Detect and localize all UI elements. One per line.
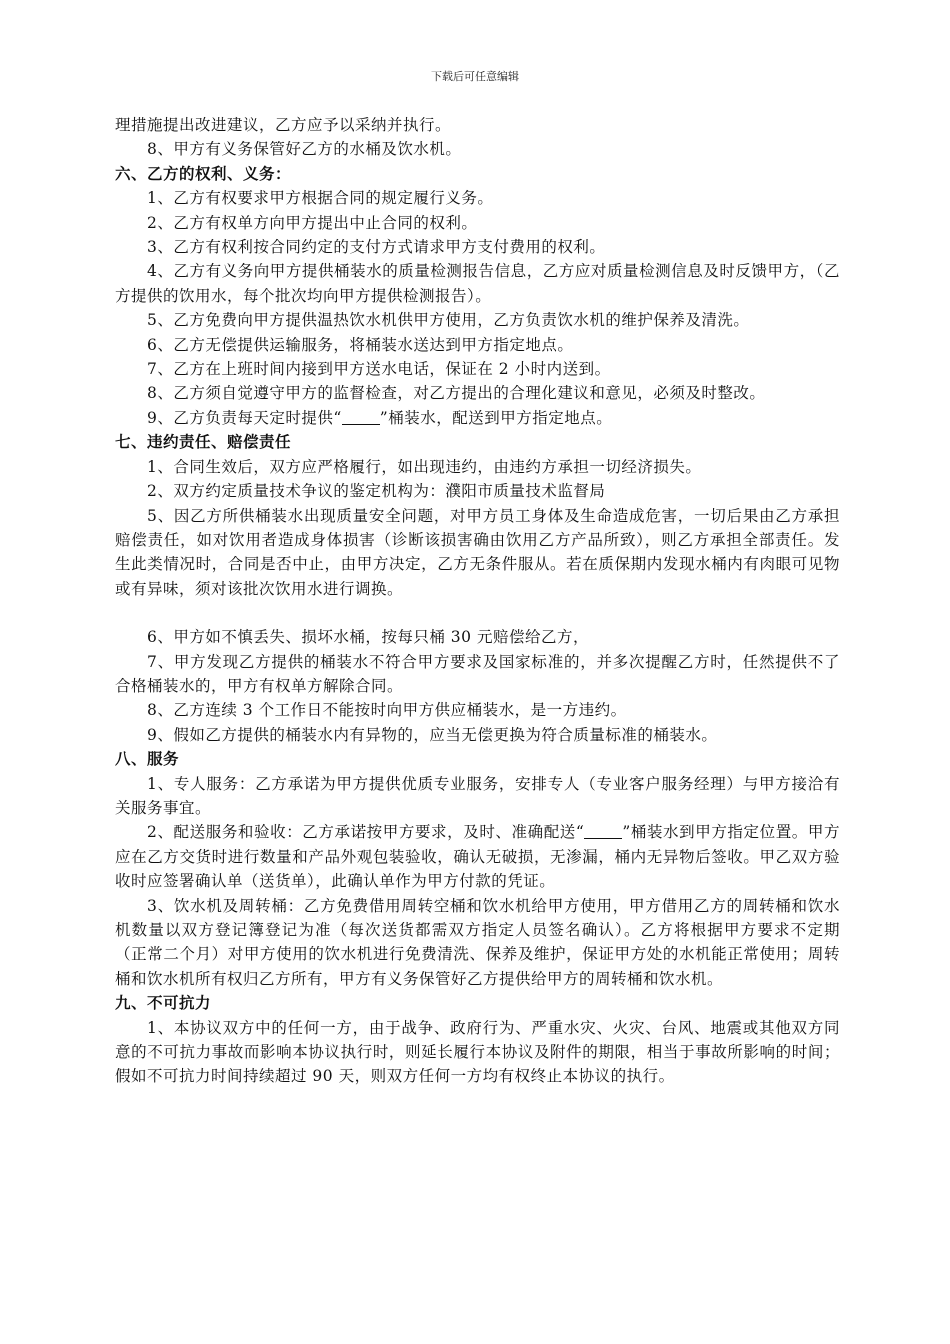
clause-item: 6、乙方无偿提供运输服务，将桶装水送达到甲方指定地点。 [147,335,574,354]
section-heading: 六、乙方的权利、义务： [115,163,292,183]
clause-item: 3、乙方有权利按合同约定的支付方式请求甲方支付费用的权利。 [147,238,606,257]
clause-item: 6、甲方如不慎丢失、损坏水桶，按每只桶 30 元赔偿给乙方， [147,628,589,647]
document-body [115,113,840,1089]
clause-item: 2、双方约定质量技术争议的鉴定机构为：濮阳市质量技术监督局 [147,482,606,501]
clause-item: 1、本协议双方中的任何一方，由于战争、政府行为、严重水灾、火灾、台风、地震或其他双方同意的不可抗力事故而影响本协议执行时，则延长履行本协议及附件的期限，相当于事故所影响的时间；假如不可抗力时间持续超过 90 天，则双方任何一方均有权终止本协议的执行。 [115,1018,840,1086]
clause-text: 9、乙方负责每天定时提供“ [147,408,342,427]
section-heading: 九、不可抗力 [115,993,212,1013]
clause-text: ”桶装水，配送到甲方指定地点。 [379,408,613,427]
clause-text: ”桶装水到甲方指定位置。甲方应在乙方交货时进行数量和产品外观包装验收，确认无破损，无渗漏，桶内无异物后签收。甲乙双方验收时应签署确认单（送货单），此确认单作为甲方付款的凭证。 [115,823,840,891]
fill-in-blank[interactable] [584,824,622,839]
clause-item: 5、乙方免费向甲方提供温热饮水机供甲方使用，乙方负责饮水机的维护保养及清洗。 [147,311,750,330]
fill-in-blank[interactable] [342,410,380,425]
clause-text: 2、配送服务和验收：乙方承诺按甲方要求，及时、准确配送“ [147,823,585,842]
clause-item: 8、甲方有义务保管好乙方的水桶及饮水机。 [147,140,462,159]
clause-item [115,820,840,893]
clause-item: 9、假如乙方提供的桶装水内有异物的，应当无偿更换为符合质量标准的桶装水。 [147,725,718,744]
clause-item [115,406,840,430]
section-heading: 八、服务 [115,749,180,769]
clause-item: 3、饮水机及周转桶：乙方免费借用周转空桶和饮水机给甲方使用，甲方借用乙方的周转桶和饮水机数量以双方登记簿登记为准（每次送货都需双方指定人员签名确认）。乙方将根据甲方要求不定期（正常二个月）对甲方使用的饮水机进行免费清洗、保养及维护，保证甲方处的水机能正常使用；周转桶和饮水机所有权归乙方所有，甲方有义务保管好乙方提供给甲方的周转桶和饮水机。 [115,896,840,988]
clause-item: 2、乙方有权单方向甲方提出中止合同的权利。 [147,213,478,232]
clause-item: 1、专人服务：乙方承诺为甲方提供优质专业服务，安排专人（专业客户服务经理）与甲方接洽有关服务事宜。 [115,774,840,817]
section-heading: 七、违约责任、赔偿责任 [115,432,292,452]
paragraph: 理措施提出改进建议，乙方应予以采纳并执行。 [115,116,452,134]
clause-item: 7、乙方在上班时间内接到甲方送水电话，保证在 2 小时内送到。 [147,360,611,379]
clause-item: 1、乙方有权要求甲方根据合同的规定履行义务。 [147,189,494,208]
page-header: 下载后可任意编辑 [431,70,519,83]
clause-item: 1、合同生效后，双方应严格履行，如出现违约，由违约方承担一切经济损失。 [147,457,702,476]
clause-item: 4、乙方有义务向甲方提供桶装水的质量检测报告信息，乙方应对质量检测信息及时反馈甲方，（乙方提供的饮用水，每个批次均向甲方提供检测报告）。 [115,262,840,305]
clause-item: 8、乙方连续 3 个工作日不能按时向甲方供应桶装水，是一方违约。 [147,701,627,720]
clause-item: 7、甲方发现乙方提供的桶装水不符合甲方要求及国家标准的，并多次提醒乙方时，任然提供不了合格桶装水的，甲方有权单方解除合同。 [115,652,840,695]
clause-item: 8、乙方须自觉遵守甲方的监督检查，对乙方提出的合理化建议和意见，必须及时整改。 [147,384,766,403]
blank-line [115,601,840,625]
clause-item: 5、因乙方所供桶装水出现质量安全问题，对甲方员工身体及生命造成危害，一切后果由乙方承担赔偿责任，如对饮用者造成身体损害（诊断该损害确由饮用乙方产品所致），则乙方承担全部责任。发生此类情况时，合同是否中止，由甲方决定，乙方无条件服从。若在质保期内发现水桶内有肉眼可见物或有异味，须对该批次饮用水进行调换。 [115,506,840,598]
